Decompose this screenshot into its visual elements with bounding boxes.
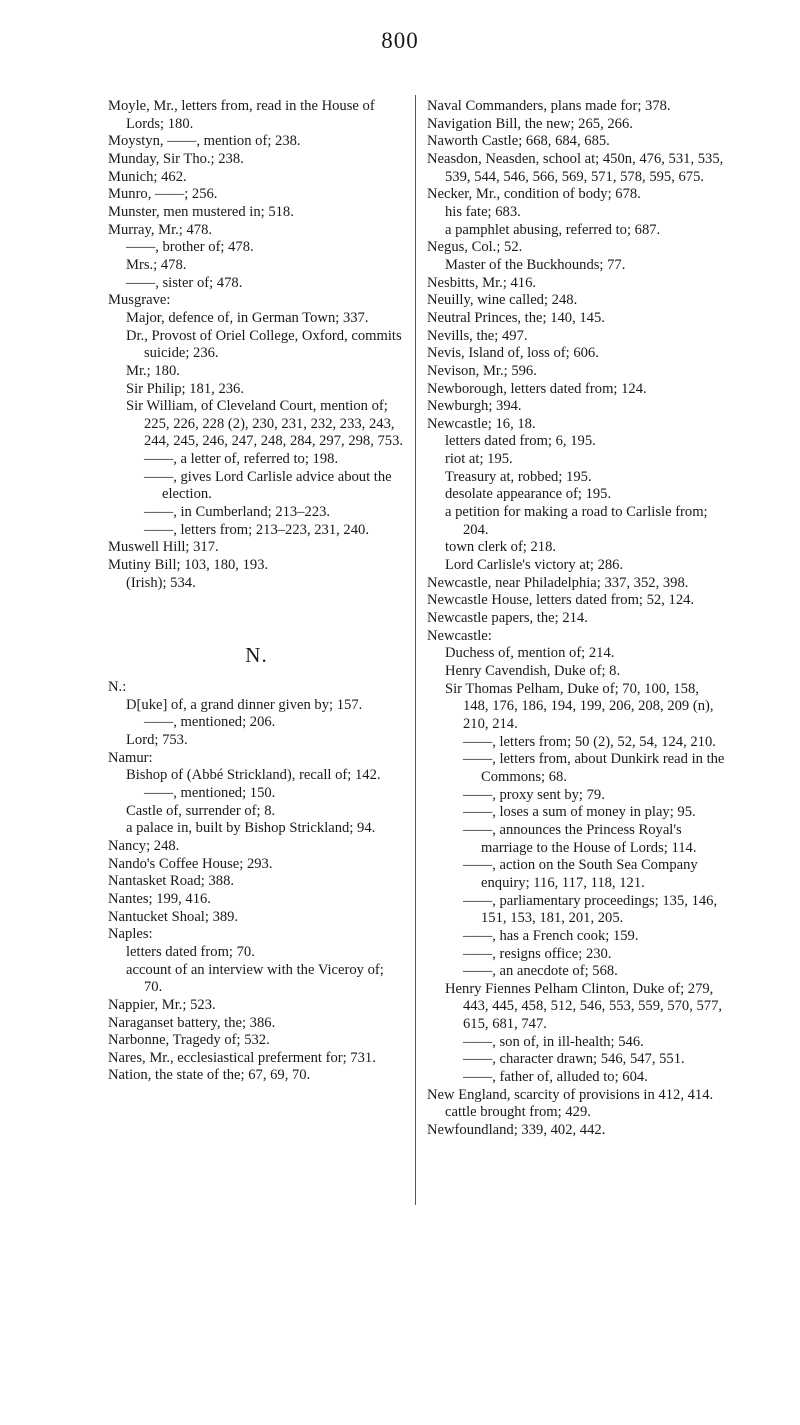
index-entry: ——, action on the South Sea Company enquiry; 116, 117, 118, 121.: [463, 857, 698, 891]
index-entry: Negus, Col.; 52.: [427, 239, 523, 256]
index-entry: Henry Fiennes Pelham Clinton, Duke of; 279, 443, 445, 458, 512, 546, 553, 559, 570, 577, 615, 681, 747.: [445, 980, 723, 1033]
index-entry: Moyle, Mr., letters from, read in the House of Lords; 180.: [108, 98, 375, 132]
index-entry: D[uke] of, a grand dinner given by; 157.: [126, 696, 363, 713]
index-entry: Newfoundland; 339, 402, 442.: [427, 1122, 606, 1139]
index-entry: Bishop of (Abbé Strickland), recall of; 142.: [126, 767, 381, 784]
index-entry: Sir Philip; 181, 236.: [126, 380, 244, 397]
index-entry: Muswell Hill; 317.: [108, 539, 219, 556]
index-entry: Nevis, Island of, loss of; 606.: [427, 345, 599, 362]
index-entry: ——, character drawn; 546, 547, 551.: [463, 1051, 685, 1068]
index-entry: (Irish); 534.: [126, 574, 196, 591]
index-entry: Naraganset battery, the; 386.: [108, 1014, 276, 1031]
index-entry: Nantes; 199, 416.: [108, 890, 211, 907]
index-entry: ——, letters from; 213–223, 231, 240.: [144, 521, 369, 538]
index-entry: Namur:: [108, 749, 153, 766]
index-entry: ——, sister of; 478.: [126, 274, 243, 291]
index-entry: Neuilly, wine called; 248.: [427, 292, 578, 309]
index-entry: ——, loses a sum of money in play; 95.: [463, 804, 696, 821]
index-entry: Master of the Buckhounds; 77.: [445, 256, 626, 273]
index-entry: ——, resigns office; 230.: [463, 945, 612, 962]
index-entry: Mr.; 180.: [126, 362, 180, 379]
column-divider: [415, 95, 416, 1205]
index-entry: Neasdon, Neasden, school at; 450n, 476, 531, 535, 539, 544, 546, 566, 569, 571, 578, 595, 675.: [427, 150, 724, 185]
index-entry: Henry Cavendish, Duke of; 8.: [445, 663, 621, 679]
index-entry: Neutral Princes, the; 140, 145.: [427, 309, 605, 326]
index-entry: ——, announces the Princess Royal's marriage to the House of Lords; 114.: [463, 821, 697, 856]
index-entry: New England, scarcity of provisions in 412, 414.: [427, 1086, 714, 1103]
index-entry: ——, mentioned; 150.: [144, 784, 276, 801]
index-entry: Nevison, Mr.; 596.: [427, 362, 537, 379]
index-entry: a pamphlet abusing, referred to; 687.: [445, 221, 661, 238]
index-entry: riot at; 195.: [445, 451, 513, 468]
index-entry: Castle of, surrender of; 8.: [126, 802, 276, 819]
index-entry: Nesbitts, Mr.; 416.: [427, 274, 537, 291]
index-entry: Nantasket Road; 388.: [108, 873, 235, 890]
index-entry: Newcastle; 16, 18.: [427, 415, 536, 432]
index-entry: Newburgh; 394.: [427, 398, 522, 415]
index-entry: Newborough, letters dated from; 124.: [427, 380, 647, 397]
index-entry: ——, father of, alluded to; 604.: [463, 1069, 648, 1086]
index-entries-m: [108, 98, 405, 592]
index-entry: Narbonne, Tragedy of; 532.: [108, 1032, 270, 1049]
index-entry: ——, gives Lord Carlisle advice about the election.: [144, 468, 392, 503]
index-entry: Nancy; 248.: [108, 837, 180, 854]
index-entry: ——, in Cumberland; 213–223.: [144, 504, 331, 521]
index-entry: Moystyn, ——, mention of; 238.: [108, 133, 301, 150]
index-entry: Mrs.; 478.: [126, 256, 187, 273]
index-entry: town clerk of; 218.: [445, 539, 557, 556]
index-entry: Mutiny Bill; 103, 180, 193.: [108, 557, 269, 574]
index-entry: Newcastle papers, the; 214.: [427, 610, 588, 627]
index-entry: Nevills, the; 497.: [427, 327, 528, 344]
index-entry: desolate appearance of; 195.: [445, 486, 612, 503]
index-entry: Munster, men mustered in; 518.: [108, 203, 294, 220]
index-entry: ——, parliamentary proceedings; 135, 146, 151, 153, 181, 201, 205.: [463, 892, 718, 927]
index-entry: letters dated from; 70.: [126, 943, 255, 960]
index-entry: ——, an anecdote of; 568.: [463, 963, 618, 980]
index-entry: Naples:: [108, 926, 153, 943]
index-entry: Nares, Mr., ecclesiastical preferment for; 731.: [108, 1049, 376, 1066]
index-entry: Duchess of, mention of; 214.: [445, 645, 615, 662]
index-entry: Lord; 753.: [126, 732, 188, 748]
index-entry: Dr., Provost of Oriel College, Oxford, commits suicide; 236.: [126, 327, 402, 362]
index-entry: Murray, Mr.; 478.: [108, 221, 213, 238]
index-entry: Nando's Coffee House; 293.: [108, 855, 273, 872]
index-entry: account of an interview with the Viceroy of; 70.: [126, 961, 384, 996]
index-column-left: [108, 98, 405, 1085]
page-number: 800: [381, 28, 419, 53]
index-entry: Lord Carlisle's victory at; 286.: [445, 557, 624, 574]
index-entry: Munich; 462.: [108, 168, 187, 185]
index-entry: Newcastle, near Philadelphia; 337, 352, 398.: [427, 574, 689, 591]
index-entry: Munro, ——; 256.: [108, 186, 218, 203]
index-entry: ——, letters from, about Dunkirk read in the Commons; 68.: [463, 751, 725, 785]
index-entry: letters dated from; 6, 195.: [445, 433, 596, 450]
index-entry: Nantucket Shoal; 389.: [108, 908, 239, 925]
index-entry: Newcastle:: [427, 627, 492, 644]
index-entries-right: [427, 98, 725, 1140]
index-entry: ——, letters from; 50 (2), 52, 54, 124, 210.: [463, 733, 716, 750]
index-entry: Sir William, of Cleveland Court, mention of; 225, 226, 228 (2), 230, 231, 232, 233, 243, 244, 245, 246, 247, 248, 284, 297, 298, 753.: [126, 398, 404, 450]
index-entry: ——, son of, in ill-health; 546.: [463, 1033, 644, 1050]
index-entry: ——, mentioned; 206.: [144, 714, 276, 731]
section-letter: N.: [245, 643, 268, 668]
index-entry: Nappier, Mr.; 523.: [108, 996, 216, 1013]
index-entry: ——, brother of; 478.: [126, 239, 254, 256]
index-entry: Necker, Mr., condition of body; 678.: [427, 186, 641, 203]
index-entries-n: [108, 679, 405, 1085]
index-entry: a petition for making a road to Carlisle from; 204.: [445, 504, 708, 538]
index-entry: Sir Thomas Pelham, Duke of; 70, 100, 158, 148, 176, 186, 194, 199, 206, 208, 209 (n), 210, 214.: [445, 680, 714, 732]
index-entry: Musgrave:: [108, 292, 171, 309]
index-entry: cattle brought from; 429.: [445, 1104, 591, 1121]
index-entry: his fate; 683.: [445, 203, 521, 220]
index-entry: ——, proxy sent by; 79.: [463, 786, 605, 803]
index-column-right: [427, 98, 725, 1140]
index-entry: Naworth Castle; 668, 684, 685.: [427, 133, 610, 150]
index-entry: ——, a letter of, referred to; 198.: [144, 451, 339, 468]
index-entry: Navigation Bill, the new; 265, 266.: [427, 115, 633, 132]
index-entry: Nation, the state of the; 67, 69, 70.: [108, 1067, 311, 1084]
index-entry: Treasury at, robbed; 195.: [445, 468, 592, 485]
index-entry: Major, defence of, in German Town; 337.: [126, 309, 369, 326]
index-entry: N.:: [108, 679, 127, 696]
index-entry: Naval Commanders, plans made for; 378.: [427, 98, 671, 114]
index-entry: ——, has a French cook; 159.: [463, 927, 639, 944]
index-entry: a palace in, built by Bishop Strickland; 94.: [126, 820, 376, 837]
index-entry: Munday, Sir Tho.; 238.: [108, 150, 244, 167]
index-entry: Newcastle House, letters dated from; 52, 124.: [427, 592, 695, 609]
